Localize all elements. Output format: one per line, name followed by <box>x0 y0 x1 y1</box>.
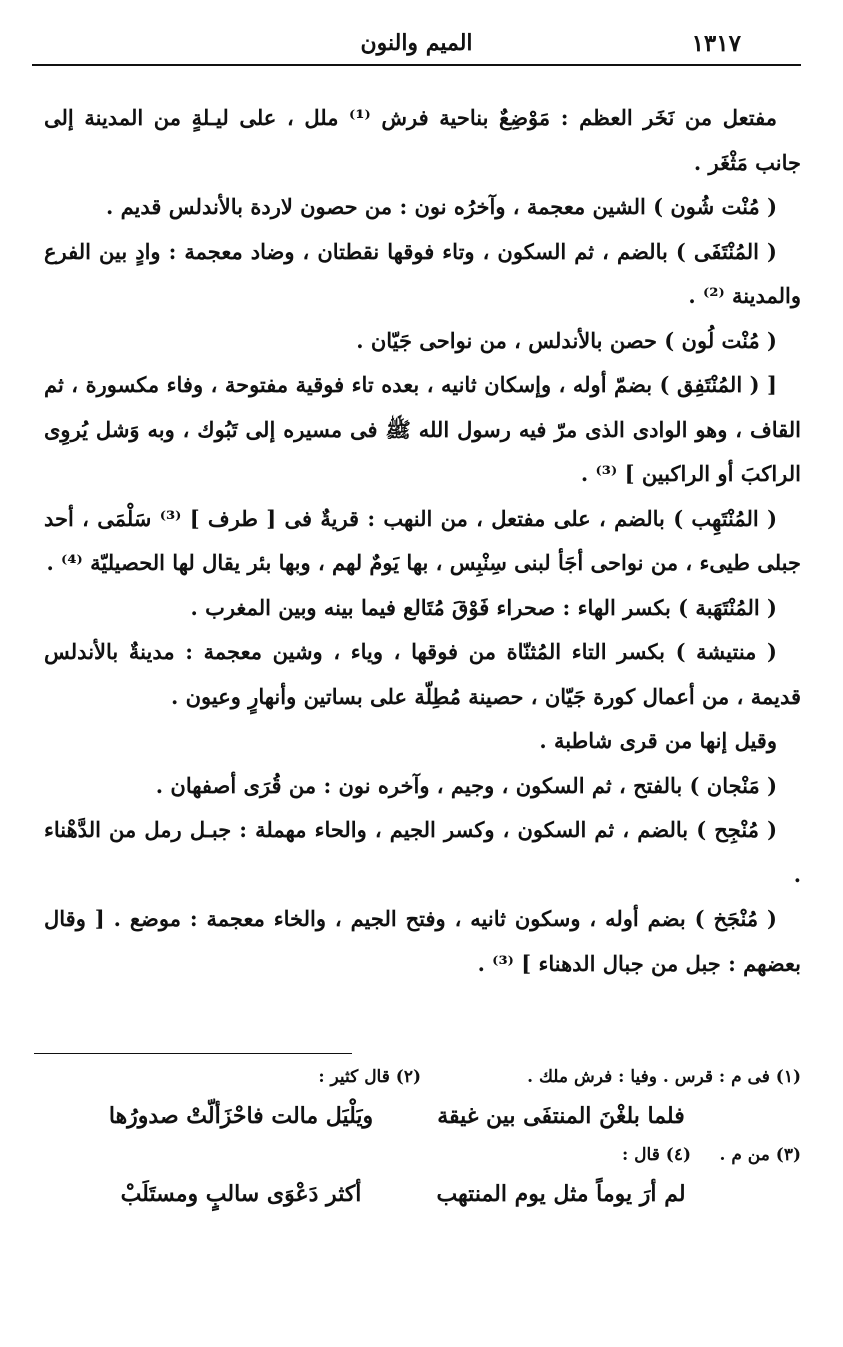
footnote-row <box>44 1064 801 1090</box>
page-title: الميم والنون <box>360 30 473 56</box>
entry-muntisha-note: وقيل إنها من قرى شاطبة . <box>539 728 777 753</box>
entry-munjakh: ( مُنْجَخ ) بضم أوله ، وسكون ثانيه ، وفتح الجيم ، والخاء معجمة : موضع . [ وقال بعضهم : جبل من جبال الدهناء ] ⁽³⁾ . <box>44 906 801 976</box>
footnote-row <box>44 1142 801 1168</box>
entry-munjih: ( مُنْجِح ) بالضم ، ثم السكون ، وكسر الجيم ، والحاء مهملة : جبـل رمل من الدَّهْناء . <box>44 817 801 887</box>
entry-al-muntafa: ( المُنْتَفَى ) بالضم ، ثم السكون ، وتاء فوقها نقطتان ، وضاد معجمة : وادٍ بين الفرع والمدينة ⁽²⁾ . <box>44 238 801 308</box>
entry-munt-lun: ( مُنْت لُون ) حصن بالأندلس ، من نواحى جَيّان . <box>356 327 777 353</box>
footnote-4: (٤) قال : <box>621 1145 691 1165</box>
verse-muntahib <box>44 1172 721 1216</box>
footnote-1: (١) فى م : قرس . وفيا : فرش ملك . <box>527 1067 801 1087</box>
page-header <box>32 28 801 66</box>
entry-munt-shun: ( مُنْت شُون ) الشين معجمة ، وآخرُه نون : من حصون لاردة بالأندلس قديم . <box>105 194 777 219</box>
footnotes <box>44 1064 801 1220</box>
entry-muntisha: ( منتيشة ) بكسر التاء المُثنّاة من فوقها ، وياء ، وشين معجمة : مدينةٌ بالأندلس قديمة ، من أعمال كورة جَيّان ، حصينة مُطِلّة على بساتين وأنهارٍ وعيون . <box>44 639 801 709</box>
page-number: ١٣١٧ <box>691 30 741 57</box>
body-text <box>44 96 801 986</box>
verse-first-hemistich: فلما بلغْنَ المنتفَى بين غيقة <box>437 1103 685 1129</box>
footnote-2: (٢) قال كثير : <box>318 1067 421 1087</box>
entry-al-muntahaba: ( المُنْتَهَبة ) بكسر الهاء : صحراء فَوْقَ مُتَالع فيما بينه وبين المغرب . <box>190 594 777 620</box>
footnote-3: (٣) من م . <box>719 1145 801 1165</box>
verse-second-hemistich: أكثر دَعْوَى سالبٍ ومستَلَبْ <box>120 1181 362 1207</box>
entry-al-muntafiq: [ ( المُنْتَفِق ) بضمّ أوله ، وإسكان ثانيه ، بعده تاء فوقية مفتوحة ، وفاء مكسورة ، ثم القاف ، وهو الوادى الذى مرّ فيه رسول الله ﷺ فى مسيره إلى تَبُوك ، وبه وَشل يُروِى الراكبَ أو الراكبين ] ⁽³⁾ . <box>44 372 801 486</box>
verse-first-hemistich: لم أرَ يوماً مثل يوم المنتهب <box>436 1181 686 1207</box>
paragraph-continuation: مفتعل من نَخَر العظم : مَوْضِعٌ بناحية فرش ⁽¹⁾ ملل ، على ليـلةٍ من المدينة إلى جانب مَثْغَر . <box>44 105 801 175</box>
footnote-divider <box>34 1053 352 1054</box>
entry-manjan: ( مَنْجان ) بالفتح ، ثم السكون ، وجيم ، وآخره نون : من قُرَى أصفهان . <box>155 772 777 798</box>
verse-kuthayyir <box>44 1094 721 1138</box>
verse-second-hemistich: ويَلْيَل مالت فاحْزَألّتْ صدورُها <box>108 1103 374 1129</box>
entry-al-muntahib: ( المُنْتَهِب ) بالضم ، على مفتعل ، من النهب : قريةٌ فى [ طرف ] ⁽³⁾ سَلْمَى ، أحد جبلى طيىء ، من نواحى أجَأ لبنى سِنْبِس ، بها يَومٌ لهم ، وبها بئر يقال لها الحصيليّة ⁽⁴⁾ . <box>44 505 801 575</box>
